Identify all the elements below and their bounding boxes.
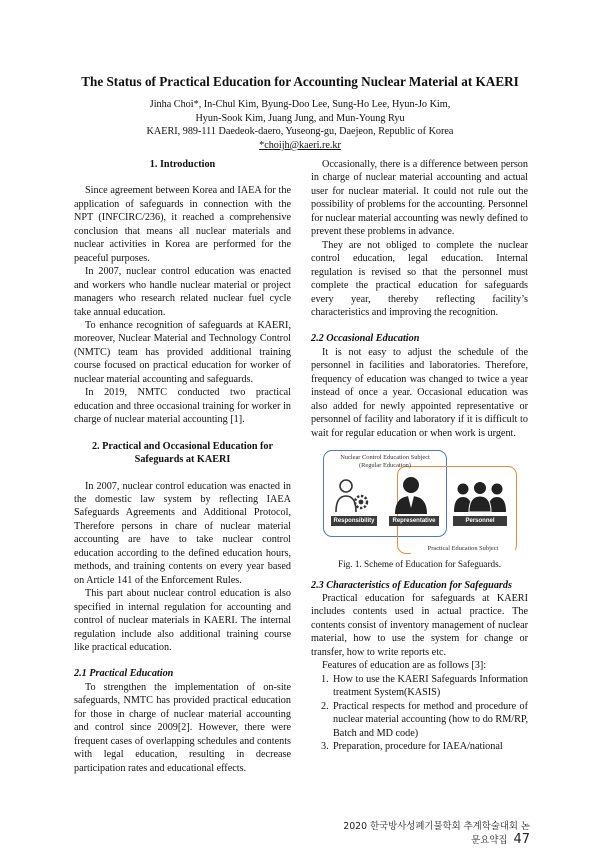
representative-tag: Representative [389,516,439,526]
paragraph: This part about nuclear control education is also specified in internal regulation for accounting and control of nuclear materials in KAERI. The internal regulation include also additional training course like practical education. [74,588,291,653]
affiliation: KAERI, 989-111 Daedeok-daero, Yuseong-gu, Daejeon, Republic of Korea [146,126,454,138]
practical-education-label: Practical Education Subject [411,542,515,555]
features-list [311,673,528,754]
list-item [311,740,528,753]
author-email-link[interactable]: *choijh@kaeri.re.kr [259,139,341,151]
list-item [311,673,528,700]
list-item-number: 2. [321,700,329,712]
section-heading-practical-occasional [74,440,291,467]
paragraph: In 2019, NMTC conducted two practical education and three occasional training for worker in charge of nuclear material accounting [1]. [74,387,291,426]
paragraph: To strengthen the implementation of on-site safeguards, NMTC has provided practical education for those in charge of nuclear material accounting and control since 2009[2]. However, there were frequent cases of overlapping schedules and contents with legal education, resulting in decrease participation rates and educational effects. [74,681,291,774]
left-column [74,158,291,775]
list-item-number: 3. [321,740,329,752]
responsibility-tag: Responsibility [331,516,377,526]
personnel-tag: Personnel [453,516,507,526]
section-heading-line: 2. Practical and Occasional Education for [91,440,274,452]
figure-caption: Fig. 1. Scheme of Education for Safeguards. [337,559,502,570]
subsection-heading-occasional-education: 2.2 Occasional Education [311,333,420,345]
section-heading-line: Safeguards at KAERI [134,454,231,466]
proceedings-name: 2020 한국방사성폐기물학회 추계학술대회 논문요약집 [343,821,530,846]
paragraph: Features of education are as follows [3]: [322,660,487,672]
figure-label-line: (Regular Education) [359,462,411,470]
figure-label-line: Nuclear Control Education Subject [340,454,430,462]
section-heading-introduction: 1. Introduction [149,159,216,170]
right-column [311,158,528,753]
subsection-heading-practical-education: 2.1 Practical Education [74,668,174,680]
subsection-heading-characteristics: 2.3 Characteristics of Education for Safeguards [311,579,512,591]
education-scheme-figure [311,450,528,555]
responsibility-person-gear-icon [333,478,375,514]
paragraph: Occasionally, there is a difference between person in charge of nuclear material accounting and actual user for nuclear material. It could not rule out the possibility of problems for the accounting. Personnel for nuclear material accounting was newly defined to prevent these problems in advance. [311,159,528,238]
regular-education-label [329,454,441,470]
paragraph: In 2007, nuclear control education was enacted in the domestic law system by reflecting IAEA Safeguards Agreements and Additional Protocol, Therefore persons in chare of nuclear material accounting are have to take nuclear control education according to the defined education hours, methods, and training contents on every year based on Article 141 of the Enforcement Rules. [74,480,291,586]
list-item-text: Practical respects for method and procedure of nuclear material accounting (how to do RM/RP, Batch and MD code) [333,700,528,739]
representative-person-icon [393,476,429,514]
paragraph: In 2007, nuclear control education was enacted and workers who handle nuclear material or project managers who research related nuclear fuel cycle take annual education. [74,266,291,318]
paragraph: Since agreement between Korea and IAEA for the application of safeguards in connection with the NPT (INFCIRC/236), it reached a comprehensive conclusion that means all nuclear materials and nuclear activities in Korea are performed for the peaceful purposes. [74,185,291,264]
author-list-line-1: Jinha Choi*, In-Chul Kim, Byung-Doo Lee, Sung-Ho Lee, Hyun-Jo Kim, [149,99,451,110]
list-item-number: 1. [321,673,329,685]
page-number: 47 [513,832,530,847]
paragraph: Practical education for safeguards at KAERI includes contents used in actual practice. The contents consist of inventory management of nuclear material, how to use the system for change or transfer, how to write reports etc. [311,592,528,658]
personnel-group-icon [453,480,507,512]
author-block [40,98,560,152]
paragraph: It is not easy to adjust the schedule of the personnel in facilities and laboratories. Therefore, frequency of education was changed to twice a year instead of once a year. Occasional education was also added for newly appointed representative or personnel of facility and laboratory if it is difficult to wait for regular education or when work is urgent. [311,346,528,439]
paragraph: They are not obliged to complete the nuclear control education, legal education. Internal regulation is revised so that the personnel must complete the practical education for safeguards every year, thereby reflecting facility’s characteristics and improving the recognition. [311,239,528,318]
list-item [311,700,528,740]
list-item-text: How to use the KAERI Safeguards Information treatment System(KASIS) [333,673,528,699]
paper-title: The Status of Practical Education for Accounting Nuclear Material at KAERI [81,74,519,89]
author-list-line-2: Hyun-Sook Kim, Juang Jung, and Mun-Young Ryu [195,112,405,124]
paragraph: To enhance recognition of safeguards at KAERI, moreover, Nuclear Material and Technology Control (NMTC) team has provided additional training course focused on practical education for worker of nuclear material accounting and safeguards. [74,319,291,385]
list-item-text: Preparation, procedure for IAEA/national [333,740,503,752]
page-footer [340,818,530,847]
